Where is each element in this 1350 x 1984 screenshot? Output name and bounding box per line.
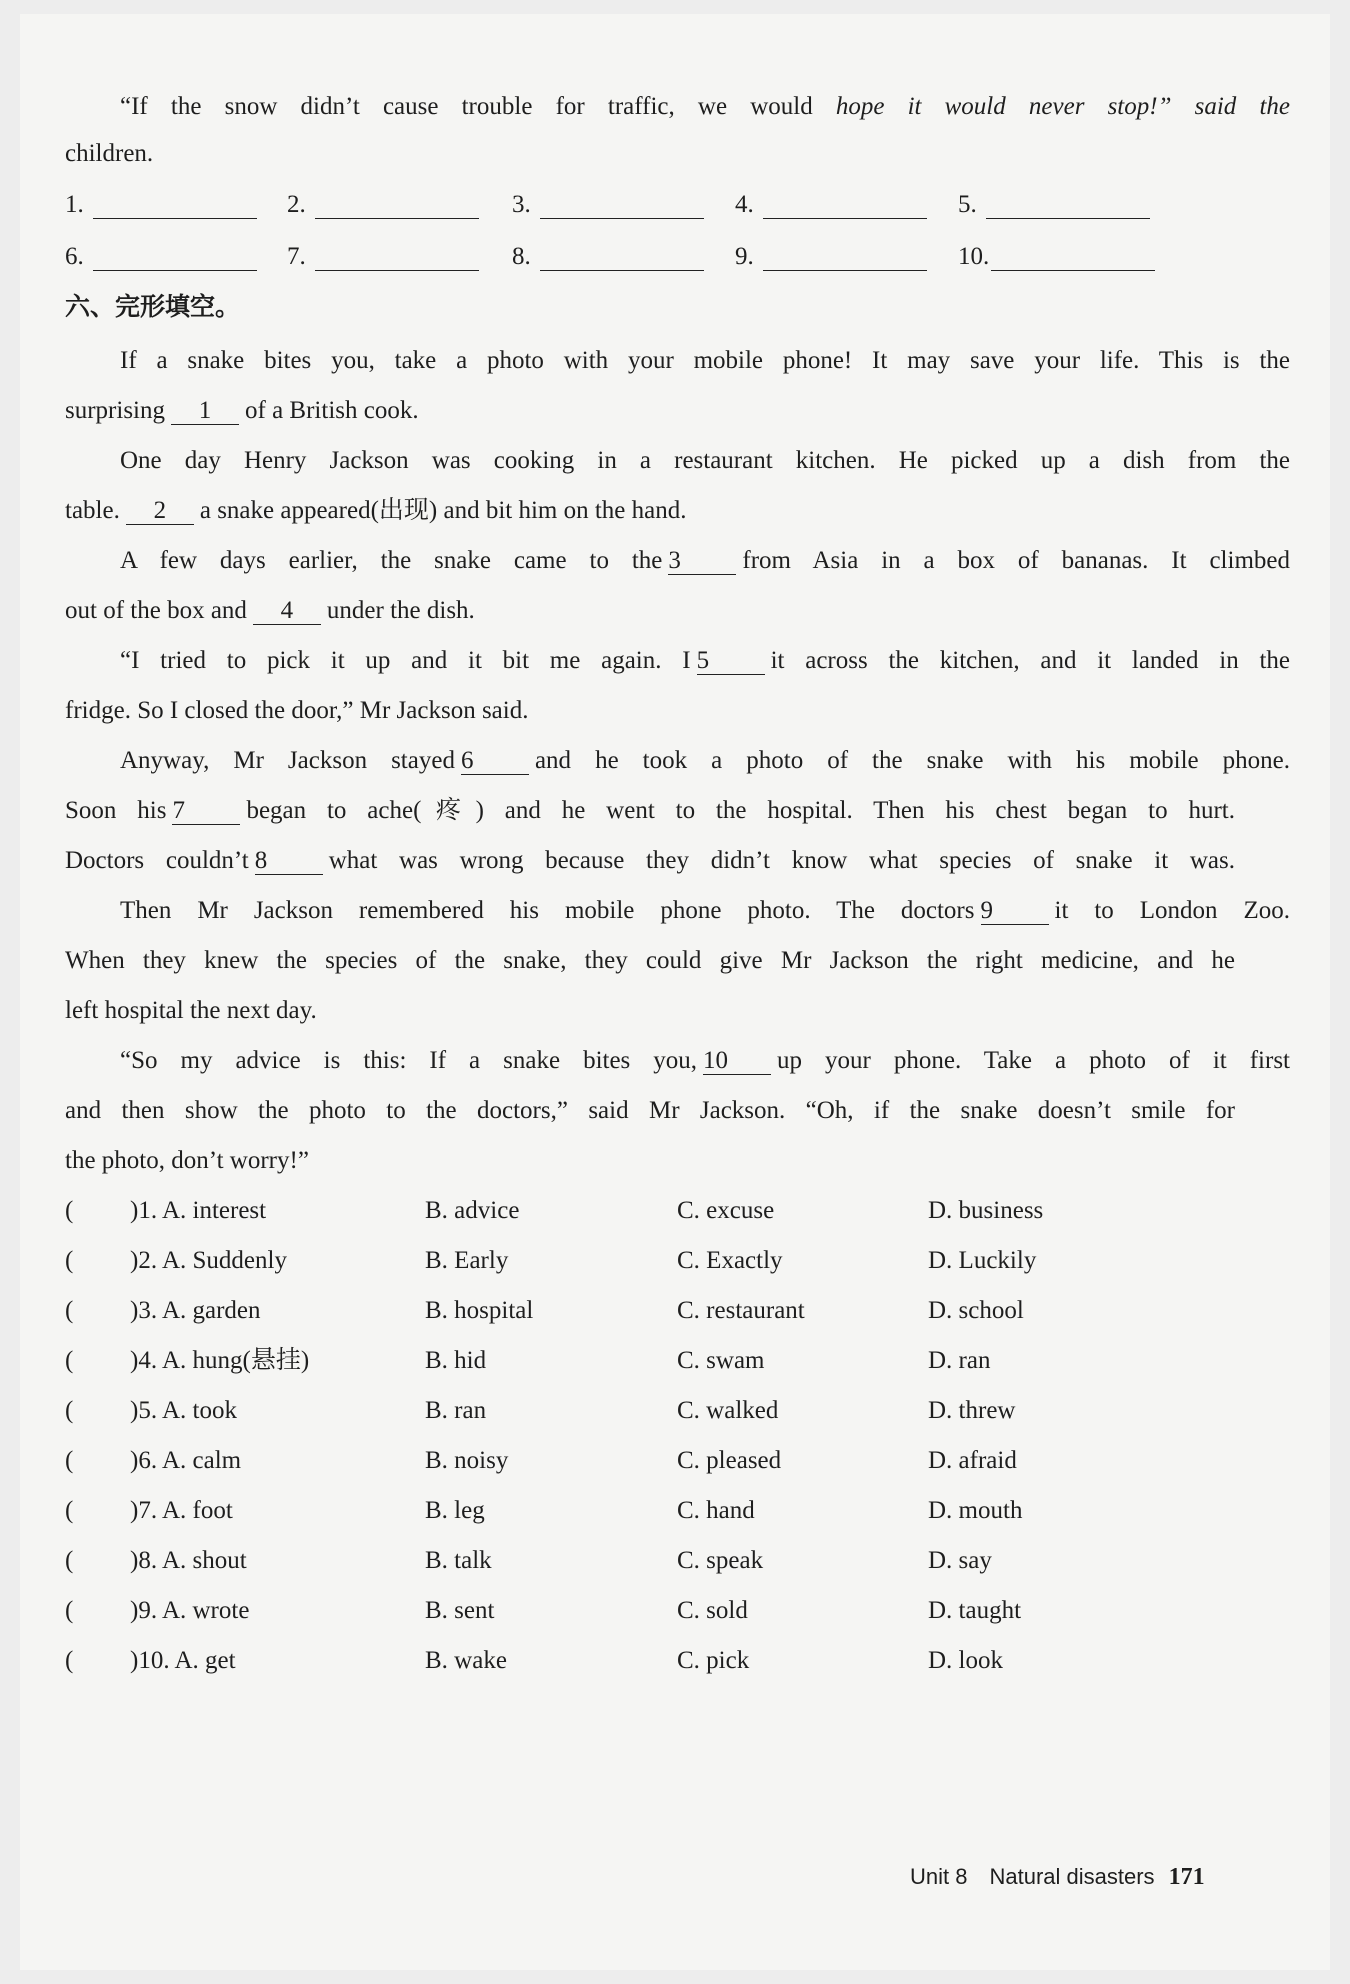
cloze-blank-9[interactable]: 9 — [981, 898, 1049, 925]
answer-line[interactable] — [991, 242, 1155, 271]
passage-line: Anyway, Mr Jackson stayed 6 and he took a photo of the snake with his mobile phone. — [120, 747, 1290, 774]
answer-slot-2[interactable]: 2. — [287, 190, 479, 219]
option-d[interactable]: D. afraid — [928, 1447, 1017, 1474]
option-b[interactable]: B. hospital — [425, 1297, 534, 1324]
option-a[interactable]: )5. A. took — [130, 1397, 237, 1424]
option-a[interactable]: )2. A. Suddenly — [130, 1247, 287, 1274]
option-a[interactable]: )7. A. foot — [130, 1497, 233, 1524]
cloze-blank-8[interactable]: 8 — [255, 848, 323, 875]
answer-slot-6[interactable]: 6. — [65, 242, 257, 271]
answer-slot-7[interactable]: 7. — [287, 242, 479, 271]
option-a[interactable]: )6. A. calm — [130, 1447, 242, 1474]
answer-paren[interactable]: ( — [65, 1247, 74, 1274]
passage-line: If a snake bites you, take a photo with your mobile phone! It may save your life. This is the — [120, 347, 1290, 374]
passage-line: Soon his 7 began to ache(疼) and he went to the hospital. Then his chest began to hurt. — [65, 797, 1235, 824]
answer-row-1 — [65, 190, 1265, 230]
option-d[interactable]: D. threw — [928, 1397, 1016, 1424]
answer-slot-8[interactable]: 8. — [512, 242, 704, 271]
answer-line[interactable] — [763, 242, 927, 271]
footer-unit: Unit 8 — [910, 1864, 968, 1889]
option-c[interactable]: C. restaurant — [677, 1297, 805, 1324]
option-d[interactable]: D. business — [928, 1197, 1044, 1224]
cloze-blank-1[interactable]: 1 — [171, 398, 239, 425]
answer-line[interactable] — [315, 242, 479, 271]
passage-line: left hospital the next day. — [65, 997, 317, 1024]
option-a[interactable]: )10. A. get — [130, 1647, 236, 1674]
passage-line: fridge. So I closed the door,” Mr Jackson said. — [65, 697, 529, 724]
option-b[interactable]: B. wake — [425, 1647, 507, 1674]
option-a[interactable]: )8. A. shout — [130, 1547, 247, 1574]
option-c[interactable]: C. speak — [677, 1547, 764, 1574]
passage-line: When they knew the species of the snake, they could give Mr Jackson the right medicine, and he — [65, 947, 1235, 974]
option-d[interactable]: D. look — [928, 1647, 1003, 1674]
answer-line[interactable] — [93, 242, 257, 271]
option-b[interactable]: B. Early — [425, 1247, 509, 1274]
answer-paren[interactable]: ( — [65, 1197, 74, 1224]
cloze-blank-3[interactable]: 3 — [668, 548, 736, 575]
option-d[interactable]: D. mouth — [928, 1497, 1023, 1524]
answer-slot-10[interactable]: 10. — [958, 242, 1155, 271]
cloze-blank-10[interactable]: 10 — [703, 1048, 771, 1075]
answer-paren[interactable]: ( — [65, 1347, 74, 1374]
option-row-4 — [0, 1344, 1350, 1380]
option-b[interactable]: B. advice — [425, 1197, 520, 1224]
cloze-blank-6[interactable]: 6 — [461, 748, 529, 775]
option-row-7 — [0, 1494, 1350, 1530]
cloze-blank-7[interactable]: 7 — [172, 798, 240, 825]
intro-quote-line-2: children. — [65, 140, 154, 167]
option-row-8 — [0, 1544, 1350, 1580]
answer-line[interactable] — [763, 190, 927, 219]
footer-title: Natural disasters — [989, 1864, 1155, 1889]
option-c[interactable]: C. sold — [677, 1597, 748, 1624]
option-c[interactable]: C. excuse — [677, 1197, 775, 1224]
cloze-blank-5[interactable]: 5 — [697, 648, 765, 675]
passage-line: “I tried to pick it up and it bit me again. I 5 it across the kitchen, and it landed in the — [120, 647, 1291, 674]
option-row-3 — [0, 1294, 1350, 1330]
passage-line: Then Mr Jackson remembered his mobile phone photo. The doctors 9 it to London Zoo. — [120, 897, 1290, 924]
option-c[interactable]: C. pick — [677, 1647, 750, 1674]
option-d[interactable]: D. school — [928, 1297, 1024, 1324]
passage-line: A few days earlier, the snake came to the 3 from Asia in a box of bananas. It climbed — [120, 547, 1290, 574]
option-row-9 — [0, 1594, 1350, 1630]
answer-slot-1[interactable]: 1. — [65, 190, 257, 219]
option-a[interactable]: )4. A. hung(悬挂) — [130, 1347, 310, 1374]
option-row-5 — [0, 1394, 1350, 1430]
passage-line: table. 2 a snake appeared(出现) and bit him on the hand. — [65, 497, 687, 524]
option-row-6 — [0, 1444, 1350, 1480]
option-row-1 — [0, 1194, 1350, 1230]
passage-line: surprising 1 of a British cook. — [65, 397, 419, 424]
answer-paren[interactable]: ( — [65, 1397, 74, 1424]
answer-paren[interactable]: ( — [65, 1597, 74, 1624]
answer-paren[interactable]: ( — [65, 1447, 74, 1474]
option-b[interactable]: B. leg — [425, 1497, 485, 1524]
option-b[interactable]: B. hid — [425, 1347, 487, 1374]
option-c[interactable]: C. Exactly — [677, 1247, 783, 1274]
passage-line: “So my advice is this: If a snake bites you, 10 up your phone. Take a photo of it first — [120, 1047, 1290, 1074]
passage-line: Doctors couldn’t 8 what was wrong because they didn’t know what species of snake it was. — [65, 847, 1235, 874]
answer-line[interactable] — [540, 190, 704, 219]
option-d[interactable]: D. Luckily — [928, 1247, 1037, 1274]
cloze-blank-4[interactable]: 4 — [253, 598, 321, 625]
intro-quote-line-1: “If the snow didn’t cause trouble for traffic, we would hope it would never stop!” said the — [120, 93, 1290, 120]
passage-line: the photo, don’t worry!” — [65, 1147, 309, 1174]
page-footer — [910, 1862, 1205, 1892]
option-row-10 — [0, 1644, 1350, 1680]
option-c[interactable]: C. hand — [677, 1497, 755, 1524]
option-c[interactable]: C. walked — [677, 1397, 779, 1424]
option-b[interactable]: B. sent — [425, 1597, 495, 1624]
option-b[interactable]: B. noisy — [425, 1447, 509, 1474]
answer-slot-9[interactable]: 9. — [735, 242, 927, 271]
option-c[interactable]: C. swam — [677, 1347, 765, 1374]
option-row-2 — [0, 1244, 1350, 1280]
option-a[interactable]: )3. A. garden — [130, 1297, 261, 1324]
cloze-blank-2[interactable]: 2 — [126, 498, 194, 525]
passage-line: and then show the photo to the doctors,” said Mr Jackson. “Oh, if the snake doesn’t smile for — [65, 1097, 1235, 1124]
answer-paren[interactable]: ( — [65, 1547, 74, 1574]
answer-paren[interactable]: ( — [65, 1647, 74, 1674]
option-d[interactable]: D. say — [928, 1547, 992, 1574]
answer-line[interactable] — [986, 190, 1150, 219]
option-a[interactable]: )1. A. interest — [130, 1197, 267, 1224]
answer-slot-5[interactable]: 5. — [958, 190, 1150, 219]
page-number: 171 — [1168, 1864, 1205, 1890]
option-b[interactable]: B. ran — [425, 1397, 487, 1424]
answer-slot-4[interactable]: 4. — [735, 190, 927, 219]
answer-row-2 — [65, 242, 1265, 282]
option-d[interactable]: D. taught — [928, 1597, 1022, 1624]
section-heading: 六、完形填空。 — [65, 292, 241, 321]
option-b[interactable]: B. talk — [425, 1547, 492, 1574]
answer-paren[interactable]: ( — [65, 1497, 74, 1524]
answer-line[interactable] — [540, 242, 704, 271]
option-a[interactable]: )9. A. wrote — [130, 1597, 250, 1624]
answer-slot-3[interactable]: 3. — [512, 190, 704, 219]
answer-line[interactable] — [315, 190, 479, 219]
passage-line: One day Henry Jackson was cooking in a restaurant kitchen. He picked up a dish from the — [120, 447, 1290, 474]
answer-line[interactable] — [93, 190, 257, 219]
option-c[interactable]: C. pleased — [677, 1447, 782, 1474]
answer-paren[interactable]: ( — [65, 1297, 74, 1324]
passage-line: out of the box and 4 under the dish. — [65, 597, 475, 624]
option-d[interactable]: D. ran — [928, 1347, 991, 1374]
